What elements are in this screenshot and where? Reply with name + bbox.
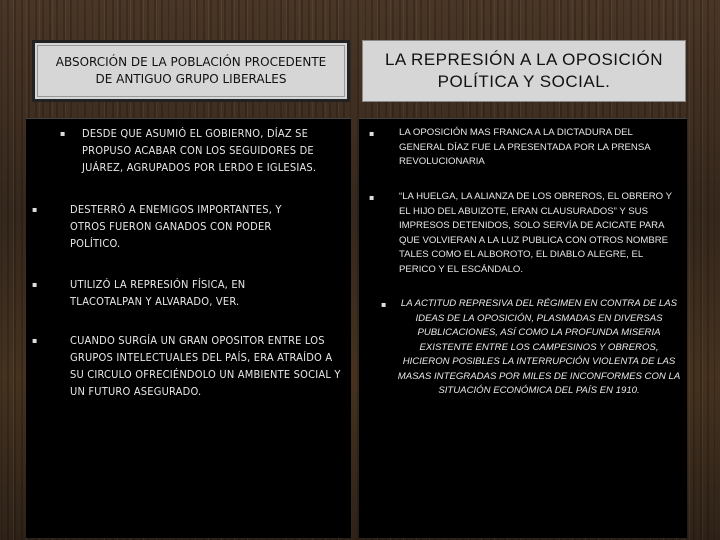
bullet-marker: ▪ bbox=[381, 300, 387, 309]
list-item bbox=[359, 297, 683, 399]
bullet-marker: ▪ bbox=[369, 129, 375, 138]
list-item bbox=[359, 190, 683, 277]
list-item-text: DESDE QUE ASUMIÓ EL GOBIERNO, DÍAZ SE PROPUSO ACABAR CON LOS SEGUIDORES DE JUÁREZ, AGRUPADOS POR LERDO E IGLESIAS. bbox=[82, 127, 317, 174]
list-item bbox=[26, 332, 344, 400]
right-section-title bbox=[362, 40, 686, 102]
left-section-title bbox=[32, 40, 350, 102]
bullet-marker: ▪ bbox=[32, 280, 38, 289]
list-item-text: CUANDO SURGÍA UN GRAN OPOSITOR ENTRE LOS GRUPOS INTELECTUALES DEL PAÍS, ERA ATRAÍDO A SU CIRCULO OFRECIÉNDOLO UN AMBIENTE SOCIAL Y UN FUTURO ASEGURADO. bbox=[70, 334, 341, 398]
bullet-marker: ▪ bbox=[32, 336, 38, 345]
list-item-text: LA OPOSICIÓN MAS FRANCA A LA DICTADURA DEL GENERAL DÍAZ FUE LA PRESENTADA POR LA PRENSA REVOLUCIONARIA bbox=[399, 127, 651, 167]
right-title-text: LA REPRESIÓN A LA OPOSICIÓN POLÍTICA Y SOCIAL. bbox=[384, 50, 664, 91]
left-title-text: ABSORCIÓN DE LA POBLACIÓN PROCEDENTE DE ANTIGUO GRUPO LIBERALES bbox=[55, 55, 327, 86]
bullet-marker: ▪ bbox=[60, 129, 66, 138]
list-item-text: “LA HUELGA, LA ALIANZA DE LOS OBREROS, EL OBRERO Y EL HIJO DEL ABUIZOTE, ERAN CLAUSURADOS” Y SUS IMPRESOS DETENIDOS, SOLO SERVÍA DE ACICATE PARA QUE VOLVIERAN A LA LUZ PUBLICA CON OTROS NOMBRE TALES COMO EL ALBOROTO, EL DIABLO ALEGRE, EL PERICO Y EL ESCÁNDALO. bbox=[399, 191, 672, 275]
bullet-marker: ▪ bbox=[32, 205, 38, 214]
list-item-text: LA ACTITUD REPRESIVA DEL RÉGIMEN EN CONTRA DE LAS IDEAS DE LA OPOSICIÓN, PLASMADAS EN DIVERSAS PUBLICACIONES, ASÍ COMO LA PROFUNDA MISERIA EXISTENTE ENTRE LOS CAMPESINOS Y OBREROS, HICIERON POSIBLES LA INTERRUPCIÓN VIOLENTA DE LAS MASAS INTEGRADAS POR MILES DE INCONFORMES CON LA SITUACIÓN ECONÓMICA DEL PAÍS EN 1910. bbox=[397, 298, 681, 396]
list-item bbox=[26, 276, 344, 310]
bullet-marker: ▪ bbox=[369, 193, 375, 202]
list-item bbox=[26, 201, 344, 252]
list-item bbox=[26, 125, 344, 176]
list-item-text: UTILIZÓ LA REPRESIÓN FÍSICA, EN TLACOTALPAN Y ALVARADO, VER. bbox=[70, 278, 246, 308]
list-item bbox=[359, 126, 683, 170]
left-content-panel bbox=[26, 118, 351, 538]
right-content-panel bbox=[359, 118, 687, 538]
list-item-text: DESTERRÓ A ENEMIGOS IMPORTANTES, Y OTROS FUERON GANADOS CON PODER POLÍTICO. bbox=[70, 203, 282, 250]
